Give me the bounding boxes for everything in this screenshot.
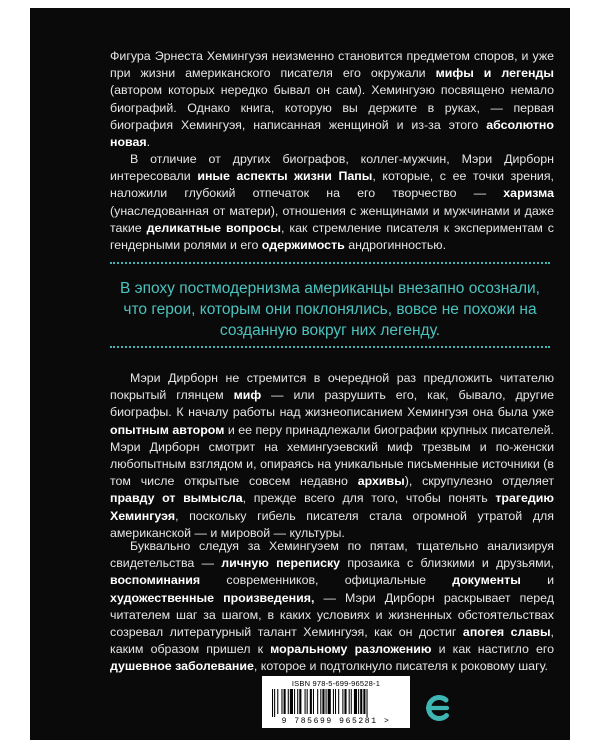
- barcode-bar: [290, 689, 293, 714]
- emphasis-correspondence: личную переписку: [221, 556, 341, 571]
- emphasis-experienced: опытным автором: [110, 422, 225, 437]
- barcode-bar: [299, 689, 301, 714]
- barcode-bar: [344, 689, 346, 714]
- emphasis-new: абсолютно новая: [110, 117, 554, 150]
- emphasis-myths: мифы и легенды: [435, 66, 554, 81]
- barcode-bar: [305, 689, 306, 714]
- barcode-bar: [322, 689, 324, 714]
- barcode-bar: [335, 689, 336, 714]
- barcode-bar: [320, 689, 321, 714]
- barcode-bar: [342, 689, 343, 714]
- barcode-bar: [294, 689, 295, 714]
- barcode-bar: [338, 689, 339, 714]
- barcode-bar: [274, 689, 275, 717]
- barcode-bar: [307, 689, 308, 714]
- paragraph-text: Буквально следуя за Хемингуэем по пятам, тщательно анализируя свидетельства — личную переписку прозаика с близкими и друзьями, воспоминания современников, официальные документы и художественные произведения, — Мэри Дирборн раскрывает перед читателем шаг за шагом, в каких условиях и жизненных обстоятельствах созревал литературный талант Хемингуэя, как он достиг апогея славы, каким образом пришел к моральному разложению и как настигло его душевное заболевание, которое и подтолкнуло писателя к роковому шагу.: [110, 539, 555, 674]
- emphasis-illness: душевное заболевание: [110, 659, 254, 674]
- emphasis-obsession: одержимость: [261, 238, 345, 253]
- paragraph-text: Фигура Эрнеста Хемингуэя неизменно становится предметом споров, и уже при жизни американского писателя его окружали мифы и легенды (автором которых нередко бывал он сам). Хемингуэю посвящено немало биографий. Однако книга, которую вы держите в руках, — первая биография Хемингуэя, написанная женщиной и из-за этого абсолютно новая.: [110, 49, 554, 150]
- barcode-bar: [351, 689, 352, 714]
- barcode-bar: [358, 689, 359, 714]
- emphasis-truth: правду от вымысла: [110, 491, 243, 506]
- paragraph-aspects: [110, 151, 554, 254]
- emphasis-delicate: деликатные вопросы: [146, 220, 281, 235]
- emphasis-myth: миф: [233, 388, 262, 403]
- barcode-bar: [284, 689, 286, 714]
- emphasis-decay: моральному разложению: [270, 642, 432, 657]
- emphasis-documents: документы: [452, 573, 521, 588]
- paragraph-text: В отличие от других биографов, коллег-мужчин, Мэри Дирборн интересовали иные аспекты жизни Папы, которые, с ее точки зрения, наложили глубокий отпечаток на его творчество — харизма (унаследованная от матери), отношения с женщинами и мужчинами и даже такие деликатные вопросы, как стремление писателя к экспериментам с гендерными ролями и его одержимость андрогинностью.: [110, 152, 554, 253]
- paragraph-intro: [110, 48, 554, 151]
- quote-divider-bottom: [110, 346, 550, 348]
- barcode-bar: [317, 689, 318, 714]
- emphasis-memoirs: воспоминания: [110, 573, 201, 588]
- emphasis-aspects: иные аспекты жизни Папы: [197, 169, 373, 184]
- emphasis-works: художественные произведения,: [110, 590, 315, 605]
- isbn-label: ISBN 978-5-699-96528-1: [291, 679, 381, 688]
- back-cover: [30, 8, 570, 740]
- paragraph-evidence: [110, 538, 554, 676]
- paragraph-approach: [110, 370, 554, 542]
- barcode-bar: [360, 689, 362, 714]
- barcode-bar: [326, 689, 327, 714]
- barcode-bar: [281, 689, 282, 714]
- barcode-bar: [272, 689, 273, 717]
- barcode-bar: [333, 689, 334, 714]
- barcode-bar: [277, 689, 278, 714]
- barcode-bar: [310, 689, 312, 714]
- barcode-block: [262, 676, 410, 728]
- ean-digits: 9 785699 965281 >: [281, 717, 391, 726]
- barcode-bar: [367, 689, 368, 717]
- pull-quote: В эпоху постмодернизма американцы внезапно осознали, что герои, которым они поклонялись, вовсе не похожи на созданную вокруг них легенду.: [120, 280, 540, 339]
- barcode-bar: [288, 689, 289, 714]
- barcode-icon: [270, 689, 402, 717]
- eksmo-e-icon: [422, 691, 452, 725]
- barcode-bar: [349, 689, 350, 714]
- emphasis-fame: апогея славы: [462, 625, 551, 640]
- barcode-bar: [354, 689, 357, 714]
- paragraph-text: Мэри Дирборн не стремится в очередной раз предложить читателю покрытый глянцем миф — или разрушить его, как, бывало, другие биографы. К началу работы над жизнеописанием Хемингуэя она была уже опытным автором и ее перу принадлежали биографии крупных писателей. Мэри Дирборн смотрит на хемингуэевский миф трезвым и по-женски любопытным взглядом и, опираясь на уникальные письменные источники (в том числе открытые совсем недавно архивы), скрупулезно отделяет правду от вымысла, прежде всего для того, чтобы понять трагедию Хемингуэя, поскольку гибель писателя стала огромной утратой для американской — и мировой — культуры.: [110, 371, 555, 540]
- barcode-bar: [313, 689, 314, 714]
- barcode-bar: [328, 689, 331, 714]
- emphasis-tragedy: трагедию Хемингуэя: [110, 491, 554, 523]
- barcode-bar: [363, 689, 365, 714]
- emphasis-charisma: харизма: [503, 186, 554, 201]
- emphasis-archives: архивы: [357, 474, 405, 489]
- quote-divider-top: [110, 262, 550, 264]
- barcode-bar: [297, 689, 298, 714]
